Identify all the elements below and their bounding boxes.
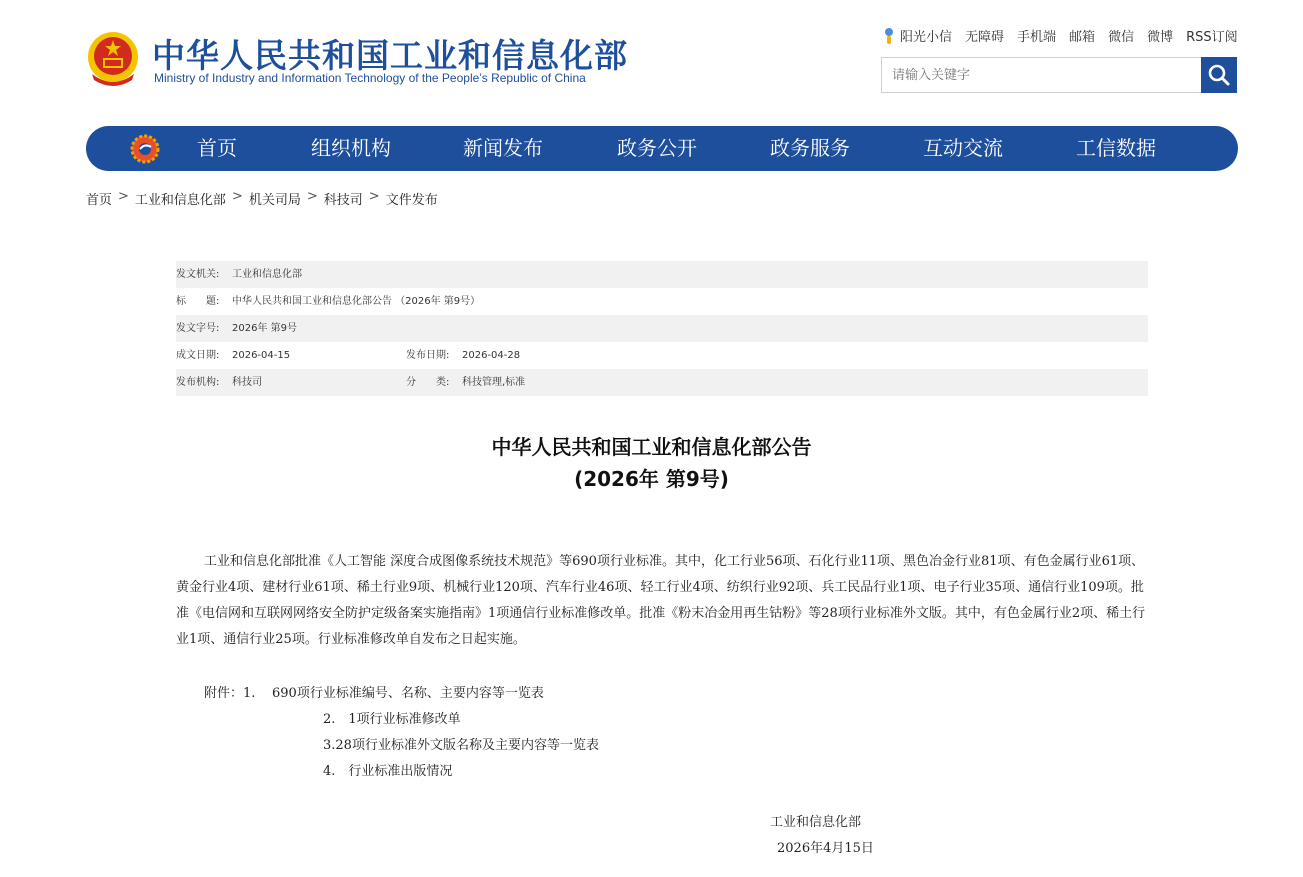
sunshine-icon xyxy=(882,27,896,45)
breadcrumb-documents[interactable]: 文件发布 xyxy=(385,193,438,208)
breadcrumb-separator: > xyxy=(306,189,318,204)
attachment-link[interactable]: 690项行业标准编号、名称、主要内容等一览表 xyxy=(272,686,544,701)
meta-label: 发文字号: xyxy=(176,323,220,334)
article-title: 中华人民共和国工业和信息化部公告 xyxy=(491,435,812,459)
top-link-rss[interactable]: RSS订阅 xyxy=(1186,30,1238,45)
main-nav xyxy=(86,126,1238,171)
top-link-wechat[interactable]: 微信 xyxy=(1108,30,1135,45)
search-icon xyxy=(1208,64,1230,86)
breadcrumb-separator: > xyxy=(118,189,129,204)
top-link-accessibility[interactable]: 无障碍 xyxy=(965,30,1005,45)
national-emblem-icon xyxy=(86,30,140,88)
meta-label: 成文日期: xyxy=(176,350,220,361)
breadcrumb-science-dept[interactable]: 科技司 xyxy=(323,193,363,208)
meta-title: 中华人民共和国工业和信息化部公告 （2026年 第9号） xyxy=(232,296,481,307)
nav-item-organization[interactable]: 组织机构 xyxy=(311,136,391,160)
meta-doc-no: 2026年 第9号 xyxy=(232,323,297,334)
attachment-link[interactable]: 2. 1项行业标准修改单 xyxy=(323,712,461,727)
nav-item-data[interactable]: 工信数据 xyxy=(1076,136,1156,160)
nav-item-news[interactable]: 新闻发布 xyxy=(463,136,543,160)
breadcrumb-home[interactable]: 首页 xyxy=(86,193,113,208)
nav-item-interaction[interactable]: 互动交流 xyxy=(923,136,1003,160)
breadcrumb-departments[interactable]: 机关司局 xyxy=(248,193,301,208)
nav-item-home[interactable]: 首页 xyxy=(197,136,237,160)
site-subtitle: Ministry of Industry and Information Technology of the People’s Republic of China xyxy=(154,71,586,85)
search-button[interactable] xyxy=(1201,57,1237,93)
top-link-mail[interactable]: 邮箱 xyxy=(1069,30,1096,45)
meta-org: 科技司 xyxy=(232,377,262,388)
attachments-label: 附件：1. xyxy=(204,686,256,701)
signature-date: 2026年4月15日 xyxy=(777,841,874,856)
meta-row-dates xyxy=(176,342,1148,369)
meta-label: 发布日期: xyxy=(406,350,450,361)
top-link-label: 阳光小信 xyxy=(900,30,953,45)
search-input[interactable] xyxy=(881,57,1201,93)
meta-category: 科技管理,标准 xyxy=(462,377,526,388)
document-meta-table xyxy=(176,261,1148,396)
meta-published-date: 2026-04-28 xyxy=(462,350,521,361)
breadcrumb xyxy=(86,189,438,208)
attachment-link[interactable]: 3.28项行业标准外文版名称及主要内容等一览表 xyxy=(323,738,599,753)
breadcrumb-separator: > xyxy=(231,189,243,204)
meta-row-issuer xyxy=(176,261,1148,288)
top-link-weibo[interactable]: 微博 xyxy=(1147,30,1174,45)
meta-label: 标 题: xyxy=(176,296,220,307)
article-subtitle: (2026年 第9号) xyxy=(574,467,729,491)
meta-label: 分 类: xyxy=(406,377,450,388)
top-links xyxy=(882,26,1238,45)
meta-row-org xyxy=(176,369,1148,396)
attachment-link[interactable]: 4. 行业标准出版情况 xyxy=(323,764,453,779)
meta-row-doc-no xyxy=(176,315,1148,342)
meta-row-title xyxy=(176,288,1148,315)
article-body: 工业和信息化部批准《人工智能 深度合成图像系统技术规范》等690项行业标准。其中，化工行业56项、石化行业11项、黑色冶金行业81项、有色金属行业61项、黄金行业4项、建材行业61项、稀土行业9项、机械行业120项、汽车行业46项、轻工行业4项、纺织行业92项、兵工民品行业1项、电子行业35项、通信行业109项。批准《电信网和互联网网络安全防护定级备案实施指南》1项通信行业标准修改单。批准《粉末冶金用再生钴粉》等28项行业标准外文版。其中，有色金属行业2项、稀土行业1项、通信行业25项。行业标准修改单自发布之日起实施。 xyxy=(176,554,1146,647)
nav-item-affairs[interactable]: 政务公开 xyxy=(617,136,697,160)
site-title[interactable]: 中华人民共和国工业和信息化部 xyxy=(152,36,628,75)
signature-issuer: 工业和信息化部 xyxy=(770,815,862,830)
top-link-sunshine[interactable] xyxy=(882,26,952,45)
breadcrumb-separator: > xyxy=(368,189,380,204)
meta-created-date: 2026-04-15 xyxy=(232,350,291,361)
breadcrumb-ministry[interactable]: 工业和信息化部 xyxy=(134,193,226,208)
meta-label: 发文机关: xyxy=(176,269,220,280)
top-link-mobile[interactable]: 手机端 xyxy=(1017,30,1057,45)
meta-label: 发布机构: xyxy=(176,377,220,388)
nav-item-services[interactable]: 政务服务 xyxy=(770,136,850,160)
ministry-logo-icon xyxy=(130,134,160,164)
meta-issuer: 工业和信息化部 xyxy=(232,269,302,280)
